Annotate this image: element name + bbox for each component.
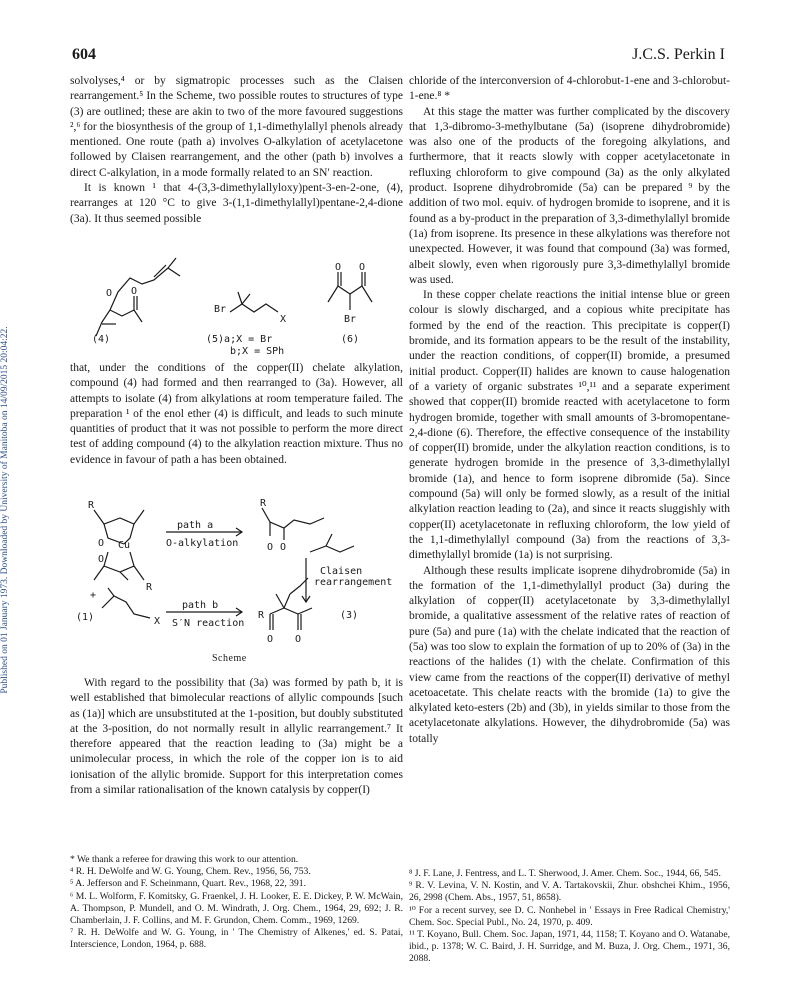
page-number: 604 [72, 46, 96, 63]
footnote: * We thank a referee for drawing this work to our attention. [70, 854, 299, 865]
compound-label-5a: (5)a;X = Br [206, 334, 273, 345]
footnote: ¹⁰ For a recent survey, see D. C. Nonhebel in ' Essays in Free Radical Chemistry,' Chem. Soc. Special Publ., No. 24, 1970, p. 409. [409, 904, 730, 928]
oxygen-label: O [335, 262, 342, 273]
left-column-bottom [70, 676, 403, 798]
bromine-label: Br [214, 304, 227, 315]
publication-note[interactable]: Published on 01 January 1973. Downloaded by University of Manitoba on 14/09/2015 20:04:22. [0, 326, 10, 694]
footnote: ⁴ R. H. DeWolfe and W. G. Young, Chem. Rev., 1956, 56, 753. [70, 866, 311, 878]
r-group-label: R [258, 610, 265, 621]
paragraph: solvolyses,⁴ or by sigmatropic processes such as the Claisen rearrangement.⁵ In the Scheme, two possible routes to structures of type (3) are outlined; these are akin to two of the more favoured suggestions ²,⁶ for the biosynthesis of the group of 1,1-dimethylallyl phenols already mentioned. One route (path a) involves O-alkylation of acetylacetone followed by Claisen rearrangement, and the other (path b) involves a direct C-alkylation, in a mode formally related to an SN′ reaction. [70, 75, 403, 179]
paragraph: chloride of the interconversion of 4-chlorobut-1-ene and 3-chlorobut-1-ene.⁸ * [409, 75, 730, 103]
right-column [409, 74, 730, 747]
plus-sign: + [90, 590, 97, 601]
x-label: X [154, 616, 161, 627]
r-group-label: R [260, 498, 267, 509]
left-column-top [70, 74, 403, 227]
oxygen-label: O [98, 538, 105, 549]
structures-figure [80, 252, 405, 360]
paragraph: At this stage the matter was further complicated by the discovery that 1,3-dibromo-3-methylbutane (5a) (isoprene dihydrobromide) was also one of the products of the foregoing alkylations, and furthermore, that it reacts slowly with copper acetylacetonate in refluxing chloroform to give compound (3a) as the only alkylated product. Isoprene dihydrobromide (5a) can be prepared ⁹ by the addition of two mol. equiv. of hydrogen bromide to isoprene, and it is found as a by-product in the preparation of 3,3-dimethylallyl bromide (1a) from isoprene. Its presence in these alkylations was therefore not unexpected. However, it was found that compound (3a) was formed, albeit slowly, even when rigorously pure 3,3-dimethylallyl bromide was used. [409, 105, 730, 286]
chelate-ring [94, 510, 144, 524]
claisen-label: Claisen [320, 566, 363, 577]
oxygen-label: O [98, 554, 105, 565]
r-group-label: R [88, 500, 95, 511]
paragraph: It is known ¹ that 4-(3,3-dimethylallyloxy)pent-3-en-2-one, (4), rearranges at 120 °C to give 3-(1,1-dimethylallyl)pentane-2,4-dione (3a). It thus seemed possible [70, 182, 403, 225]
footnote: ⁵ A. Jefferson and F. Scheinmann, Quart. Rev., 1968, 22, 391. [70, 878, 306, 890]
enol-ether-chain [110, 268, 168, 310]
footnotes-left [70, 854, 403, 952]
x-label: X [280, 314, 287, 325]
footnote: ⁶ M. L. Wolform, F. Komitsky, G. Fraenkel, J. H. Looker, E. E. Dickey, P. W. McWain, A. Thompson, P. Mundell, and O. M. Windrath, J. Org. Chem., 1964, 29, 692; J. R. Chamberlain, J. F. Collins, and M. F. Grundon, Chem. Comm., 1969, 1269. [70, 890, 403, 927]
paragraph: In these copper chelate reactions the initial intense blue or green colour is slowly discharged, and a copious white precipitate has formed by the end of the reaction. This precipitate is copper(I) bromide, and its formation appears to be the result of the instability, under the reaction conditions, of copper(II) bromide, a presumed initial product. Copper(II) halides are known to cause halogenation of a variety of organic substrates ¹⁰,¹¹ and a separate experiment showed that copper(II) bromide reacted with acetylacetone to form hydrogen bromide, together with small amounts of 3-bromopentane-2,4-dione (6). Therefore, the effective consequence of the instability of copper(II) bromide, under the alkylation reaction conditions, is to generate hydrogen bromide in the presence of 3,3-dimethylallyl bromide (1a), and hence to form isoprene dibromide (5a). Since compound (5a) will only be formed slowly, as a result of the initial alkylation reaction leading to (2a), and since it reacts sluggishly with copper(II) acetylacetonate in refluxing chloroform, the low yield of the 1,1-dimethylallyl compound (3a) from the reactions of 3,3-dimethylallyl bromide (1a) is not surprising. [409, 289, 730, 562]
footnote: ⁷ R. H. DeWolfe and W. G. Young, in ' The Chemistry of Alkenes,' ed. S. Patai, Interscience, London, 1964, p. 688. [70, 927, 403, 951]
oxygen-label: O [280, 542, 287, 553]
reaction-scheme [74, 494, 404, 654]
compound-label-5b: b;X = SPh [230, 346, 285, 357]
copper-label: Cu [118, 540, 131, 551]
footnote: ⁸ J. F. Lane, J. Fentress, and L. T. Sherwood, J. Amer. Chem. Soc., 1944, 66, 545. [409, 868, 721, 879]
scheme-caption: Scheme [212, 653, 247, 664]
footnotes-right [409, 868, 730, 966]
r-group-label: R [146, 582, 153, 593]
compound-label-6: (6) [341, 334, 360, 345]
compound-label-3: (3) [340, 610, 359, 621]
allyl-halide [102, 596, 150, 618]
footnote: ⁹ R. V. Levina, V. N. Kostin, and V. A. Tartakovskii, Zhur. obshchei Khim., 1956, 26, 2998 (Chem. Abs., 1957, 51, 8658). [409, 880, 730, 904]
oxygen-label: O [131, 286, 138, 297]
paragraph: that, under the conditions of the copper(II) chelate alkylation, compound (4) had formed and then rearranged to (3a). However, all attempts to isolate (4) from alkylations at room temperature failed. The preparation ¹ of the enol ether (4) is difficult, and leads to such minute quantities of product that it was not possible to perform the more direct test of adding compound (4) to the alkylation reaction mixture. Thus no evidence in favour of path a has been obtained. [70, 362, 403, 466]
oxygen-label: O [359, 262, 366, 273]
oxygen-label: O [267, 542, 274, 553]
oxygen-label: O [267, 634, 274, 645]
paragraph: With regard to the possibility that (3a) was formed by path b, it is well established that bimolecular reactions of allylic compounds [such as (1a)] which are unsubstituted at the 1-position, but doubly substituted at the 3-position, do not normally result in allylic rearrangement.⁷ It therefore appeared that the reaction leading to (3a) might be a unimolecular process, in which the role of the copper ion is to aid ionisation of the allylic bromide. Support for this interpretation comes from a similar rationalisation of the known catalysis by copper(I) [70, 677, 403, 797]
path-b-label: path b [182, 600, 219, 611]
footnote: ¹¹ T. Koyano, Bull. Chem. Soc. Japan, 1971, 44, 1158; T. Koyano and O. Watanabe, ibid., p. 1378; W. C. Baird, J. H. Surridge, and M. Buza, J. Org. Chem., 1971, 36, 2088. [409, 929, 730, 965]
paragraph: Although these results implicate isoprene dihydrobromide (5a) in the formation of the 1,1-dimethylallyl product (3a) during the alkylation of copper(II) acetylacetonate by 3,3-dimethylallyl bromide, a qualitative assessment of the relative rates of reaction of pure (5a) and pure (1a) with the chelate indicated that the reaction of (5a) was too slow to explain the formation of up to 20% of (3a) in the reactions of the halides (1) with the chelate. Confirmation of this view came from the reactions of the copper(II) derivative of methyl acetoacetate. This chelate reacts with the bromide (1a) to give the alkylated keto-esters (2b) and (3b), in yields similar to those from the acetylacetonate alkylations. However, the dihydrobromide (5a) was totally [409, 564, 730, 745]
publication-sidebar [0, 160, 12, 860]
compound-label-4: (4) [92, 334, 111, 345]
bromine-label: Br [344, 314, 357, 325]
left-column-middle [70, 361, 403, 468]
o-alkylation-label: O-alkylation [166, 538, 239, 549]
journal-title: J.C.S. Perkin I [632, 46, 725, 63]
path-a-label: path a [177, 520, 214, 531]
sn-reaction-label: S′N reaction [172, 618, 245, 629]
dibromide-chain [230, 304, 278, 312]
compound-label-1: (1) [76, 612, 95, 623]
oxygen-label: O [295, 634, 302, 645]
rearrangement-label: rearrangement [314, 577, 393, 588]
oxygen-label: O [106, 288, 113, 299]
